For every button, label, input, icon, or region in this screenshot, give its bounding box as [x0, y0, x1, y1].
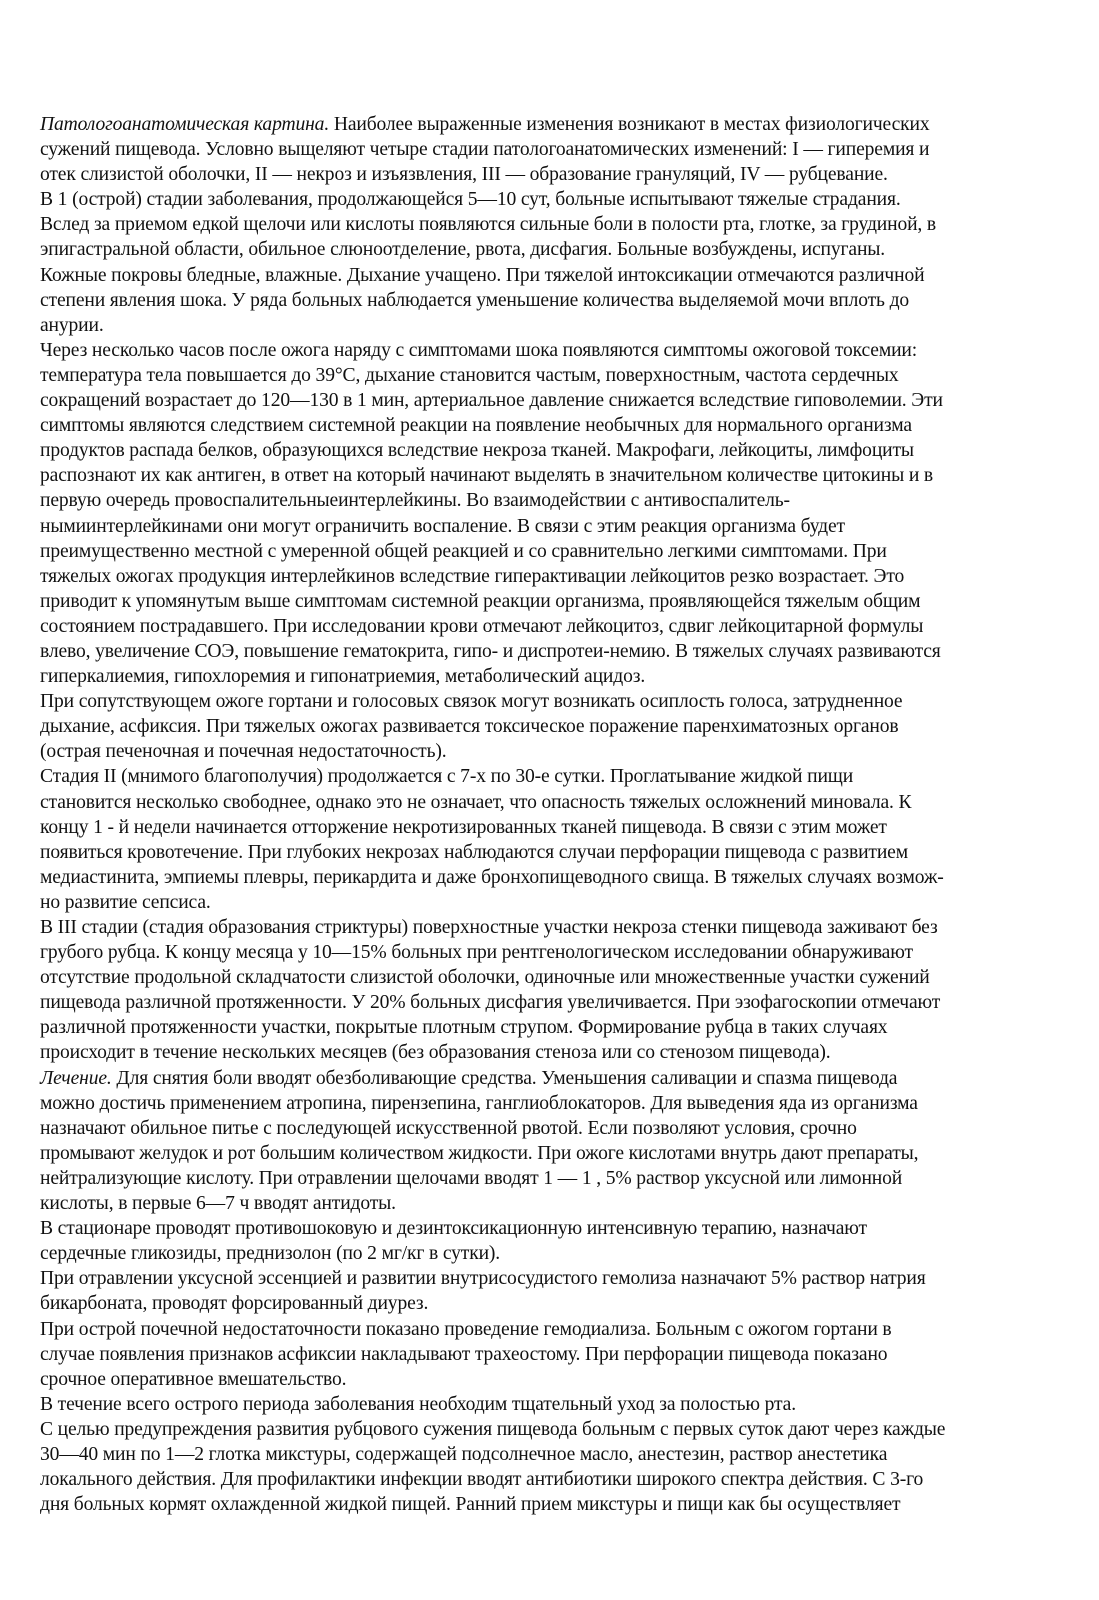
line-text: локального действия. Для профилактики инфекции вводят антибиотики широкого спектра действия. С 3-го: [40, 1469, 924, 1491]
text-line: [40, 338, 1070, 363]
line-text: Стадия II (мнимого благополучия) продолжается с 7-х по 30-е сутки. Проглатывание жидкой пищи: [40, 766, 854, 788]
line-text: Кожные покровы бледные, влажные. Дыхание учащено. При тяжелой интоксикации отмечаются различной: [40, 264, 925, 286]
text-line: [40, 764, 1070, 789]
line-text: грубого рубца. К концу месяца у 10—15% больных при рентгенологическом исследовании обнаруживают: [40, 942, 913, 964]
text-line: [40, 162, 1070, 187]
line-text: анурии.: [40, 314, 104, 336]
line-text: состоянием пострадавшего. При исследовании крови отмечают лейкоцитоз, сдвиг лейкоцитарной формулы: [40, 615, 924, 637]
line-text: сокращений возрастает до 120—130 в 1 мин, артериальное давление снижается вследствие гиповолемии. Эти: [40, 390, 943, 412]
line-text: промывают желудок и рот большим количеством жидкости. При ожоге кислотами внутрь дают препараты,: [40, 1142, 919, 1164]
section-heading: Лечение.: [40, 1067, 112, 1089]
line-text: продуктов распада белков, образующихся вследствие некроза тканей. Макрофаги, лейкоциты, лимфоциты: [40, 440, 914, 462]
line-text: тяжелых ожогах продукция интерлейкинов вследствие гиперактивации лейкоцитов резко возрастает. Это: [40, 565, 905, 587]
line-text: эпигастральной области, обильное слюноотделение, рвота, дисфагия. Больные возбуждены, испуганы.: [40, 239, 886, 261]
line-text: симптомы являются следствием системной реакции на появление необычных для нормального организма: [40, 415, 912, 437]
text-line: [40, 1040, 1070, 1065]
line-text: пищевода различной протяженности. У 20% больных дисфагия увеличивается. При эзофагоскопии отмечают: [40, 992, 941, 1014]
text-line: [40, 363, 1070, 388]
line-text: При острой почечной недостаточности показано проведение гемодиализа. Больным с ожогом гортани в: [40, 1318, 892, 1340]
line-text: Вслед за приемом едкой щелочи или кислоты появляются сильные боли в полости рта, глотке, за грудиной, в: [40, 214, 937, 236]
line-text: Для снятия боли вводят обезболивающие средства. Уменьшения саливации и спазма пищевода: [111, 1067, 898, 1089]
line-text: концу 1 - й недели начинается отторжение некротизированных тканей пищевода. В связи с этим может: [40, 816, 887, 838]
line-text: сужений пищевода. Условно выщеляют четыре стадии патологоанатомических изменений: I — гиперемия и: [40, 139, 930, 161]
line-text: нейтрализующие кислоту. При отравлении щелочами вводят 1 — 1 , 5% раствор уксусной или лимонной: [40, 1167, 903, 1189]
text-line: [40, 865, 1070, 890]
line-text: но развитие сепсиса.: [40, 891, 211, 913]
text-line: [40, 1367, 1070, 1392]
line-text: нымиинтерлейкинами они могут ограничить воспаление. В связи с этим реакция организма будет: [40, 515, 845, 537]
text-line: [40, 388, 1070, 413]
line-text: В III стадии (стадия образования стриктуры) поверхностные участки некроза стенки пищевода заживают без: [40, 917, 938, 938]
text-line: [40, 488, 1070, 513]
text-line: [40, 589, 1070, 614]
text-line: [40, 1141, 1070, 1166]
text-line: [40, 840, 1070, 865]
text-line: [40, 1066, 1070, 1091]
line-text: отсутствие продольной складчатости слизистой оболочки, одиночные или множественные участки сужений: [40, 967, 930, 989]
line-text: появиться кровотечение. При глубоких некрозах наблюдаются случаи перфорации пищевода с развитием: [40, 841, 908, 863]
text-line: [40, 1241, 1070, 1266]
line-text: срочное оперативное вмешательство.: [40, 1368, 347, 1390]
text-line: [40, 1492, 1070, 1517]
text-line: [40, 639, 1070, 664]
line-text: степени явления шока. У ряда больных наблюдается уменьшение количества выделяемой мочи вплоть до: [40, 289, 910, 311]
text-line: [40, 915, 1070, 940]
line-text: становится несколько свободнее, однако это не означает, что опасность тяжелых осложнений миновала. К: [40, 791, 912, 813]
text-line: [40, 1467, 1070, 1492]
text-line: [40, 1317, 1070, 1342]
document-body: [40, 112, 1070, 1517]
line-text: сердечные гликозиды, преднизолон (по 2 мг/кг в сутки).: [40, 1243, 501, 1265]
text-line: [40, 1216, 1070, 1241]
line-text: гиперкалиемия, гипохлоремия и гипонатриемия, метаболический ацидоз.: [40, 666, 646, 688]
text-line: [40, 815, 1070, 840]
line-text: При сопутствующем ожоге гортани и голосовых связок могут возникать осиплость голоса, затрудненное: [40, 691, 903, 713]
text-line: [40, 689, 1070, 714]
text-line: [40, 664, 1070, 689]
text-line: [40, 564, 1070, 589]
text-line: [40, 413, 1070, 438]
line-text: дня больных кормят охлажденной жидкой пищей. Ранний прием микстуры и пищи как бы осуществляет: [40, 1494, 901, 1516]
line-text: В течение всего острого периода заболевания необходим тщательный уход за полостью рта.: [40, 1393, 796, 1415]
text-line: [40, 790, 1070, 815]
text-line: [40, 1342, 1070, 1367]
text-line: [40, 112, 1070, 137]
line-text: Через несколько часов после ожога наряду с симптомами шока появляются симптомы ожоговой токсемии:: [40, 339, 918, 361]
text-line: [40, 237, 1070, 262]
line-text: первую очередь провоспалительныеинтерлейкины. Во взаимодействии с антивоспалитель-: [40, 490, 790, 512]
text-line: [40, 890, 1070, 915]
line-text: распознают их как антиген, в ответ на который начинают выделять в значительном количестве цитокины и в: [40, 465, 934, 487]
text-line: [40, 1291, 1070, 1316]
line-text: дыхание, асфиксия. При тяжелых ожогах развивается токсическое поражение паренхиматозных органов: [40, 716, 899, 738]
text-line: [40, 463, 1070, 488]
text-line: [40, 965, 1070, 990]
line-text: медиастинита, эмпиемы плевры, перикардита и даже бронхопищеводного свища. В тяжелых случаях возмож-: [40, 866, 944, 888]
text-line: [40, 1166, 1070, 1191]
text-line: [40, 1392, 1070, 1417]
text-line: [40, 137, 1070, 162]
line-text: Наиболее выраженные изменения возникают в местах физиологических: [329, 114, 930, 135]
line-text: влево, увеличение СОЭ, повышение гематокрита, гипо- и диспротеи-немию. В тяжелых случаях развиваются: [40, 640, 941, 662]
text-line: [40, 1191, 1070, 1216]
section-heading: Патологоанатомическая картина.: [40, 114, 330, 135]
line-text: отек слизистой оболочки, II — некроз и изъязвления, III — образование грануляций, IV — рубцевание.: [40, 164, 888, 186]
text-line: [40, 288, 1070, 313]
text-line: [40, 990, 1070, 1015]
text-line: [40, 739, 1070, 764]
text-line: [40, 514, 1070, 539]
line-text: С целью предупреждения развития рубцового сужения пищевода больным с первых суток дают через каждые: [40, 1418, 946, 1440]
text-line: [40, 1015, 1070, 1040]
text-line: [40, 212, 1070, 237]
line-text: бикарбоната, проводят форсированный диурез.: [40, 1293, 429, 1315]
text-line: [40, 263, 1070, 288]
line-text: температура тела повышается до 39°С, дыхание становится частым, поверхностным, частота сердечных: [40, 364, 899, 386]
text-line: [40, 614, 1070, 639]
text-line: [40, 187, 1070, 212]
line-text: приводит к упомянутым выше симптомам системной реакции организма, проявляющейся тяжелым общим: [40, 590, 921, 612]
line-text: можно достичь применением атропина, пирензепина, ганглиоблокаторов. Для выведения яда из организма: [40, 1092, 918, 1114]
line-text: назначают обильное питье с последующей искусственной рвотой. Если позволяют условия, срочно: [40, 1117, 857, 1139]
text-line: [40, 1266, 1070, 1291]
line-text: В стационаре проводят противошоковую и дезинтоксикационную интенсивную терапию, назначают: [40, 1218, 867, 1240]
line-text: (острая печеночная и почечная недостаточность).: [40, 741, 447, 763]
text-line: [40, 1442, 1070, 1467]
text-line: [40, 714, 1070, 739]
line-text: происходит в течение нескольких месяцев (без образования стеноза или со стенозом пищевода).: [40, 1042, 831, 1064]
text-line: [40, 1417, 1070, 1442]
line-text: различной протяженности участки, покрытые плотным струпом. Формирование рубца в таких случаях: [40, 1017, 888, 1039]
text-line: [40, 940, 1070, 965]
line-text: случае появления признаков асфиксии накладывают трахеостому. При перфорации пищевода показано: [40, 1343, 888, 1365]
text-line: [40, 1091, 1070, 1116]
line-text: кислоты, в первые 6—7 ч вводят антидоты.: [40, 1193, 396, 1215]
line-text: 30—40 мин по 1—2 глотка микстуры, содержащей подсолнечное масло, анестезин, раствор анестетика: [40, 1443, 888, 1465]
line-text: При отравлении уксусной эссенцией и развитии внутрисосудистого гемолиза назначают 5% раствор натрия: [40, 1268, 926, 1290]
line-text: преимущественно местной с умеренной общей реакцией и со сравнительно легкими симптомами. При: [40, 540, 887, 562]
text-line: [40, 438, 1070, 463]
line-text: В 1 (острой) стадии заболевания, продолжающейся 5—10 сут, больные испытывают тяжелые страдания.: [40, 189, 901, 211]
text-line: [40, 313, 1070, 338]
text-line: [40, 539, 1070, 564]
text-line: [40, 1116, 1070, 1141]
